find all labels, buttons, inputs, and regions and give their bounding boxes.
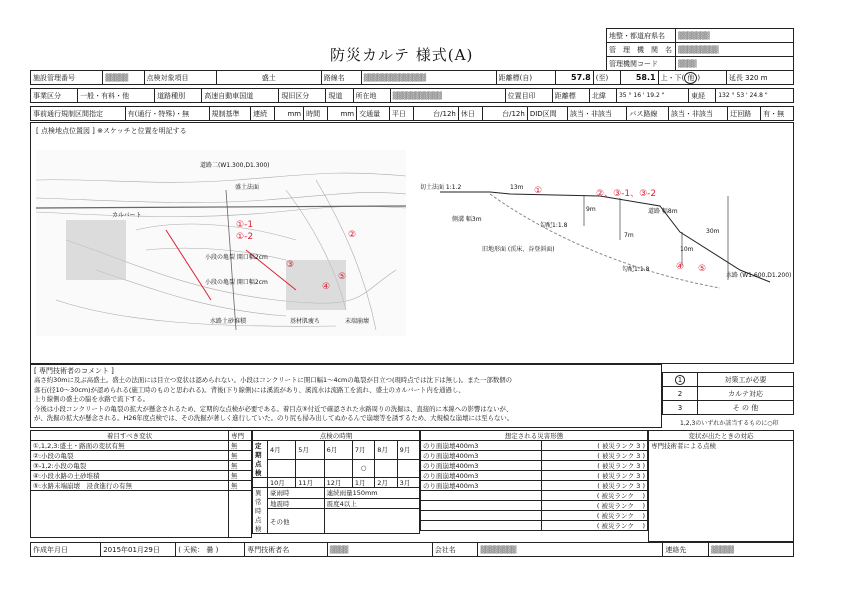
disaster-rank: ( 被災ランク ) [541,501,647,511]
disaster-text [421,501,542,511]
section-cut-slope: 切土法面 1:1.2 [420,184,462,191]
judgement-num: 1 [675,375,685,385]
disaster-text: のり面崩壊400m3 [421,471,542,481]
watch-item: ②:小段の亀裂 [31,451,229,461]
rule: 連続 [251,107,275,121]
closure-label: 事前通行規制区間指定 [31,107,126,121]
contact-label: 連絡先 [663,543,709,557]
plan-view [36,150,406,336]
expert-name: ▓▓▓▓ [327,543,432,557]
disaster-rank: ( 被災ランク 3 ) [541,451,647,461]
dist-from: 57.8 [555,71,593,85]
route-value: ▓▓▓▓▓▓▓▓▓▓▓▓▓▓ [361,71,496,85]
disaster-rank: ( 被災ランク ) [541,491,647,501]
time-label: 時間 [304,107,328,121]
made-label: 作成年月日 [31,543,101,557]
location: ▓▓▓▓▓▓▓▓▓▓▓ [390,89,505,103]
judgement-note: 1,2,3のいずれか該当するものに○印 [680,420,779,427]
comment-line: 上り線側の盛土の脇を水路で流下する。 [34,395,150,403]
watch-heading: 着目すべき変状 [31,431,229,441]
month: 12月 [324,478,352,488]
meta-table [606,28,794,71]
section-old-ground: 旧地形面 (渓床、谷登斜面) [482,246,555,253]
month: 2月 [375,478,397,488]
sketch-heading: [ 点検地点位置図 ] ※スケッチと位置を明記する [36,127,187,135]
unit-mm-2: mm [328,107,357,121]
disaster-heading: 想定される災害形態 [421,431,648,441]
division-label: 事業区分 [31,89,78,103]
periodic-label: 定期点検 [253,441,268,478]
section-30m: 30m [706,228,720,235]
direction: 上・下( 他 ) [658,71,726,85]
closure: 有(通行・特殊)・無 [125,107,209,121]
dist-label: 距離標(自) [496,71,555,85]
month: 8月 [375,441,397,460]
weather: ( 天候： 曇 ) [176,543,245,557]
watch-item: ①,1,2,3:盛土・路面の変状有無 [31,441,229,451]
lon-label: 東経 [689,89,716,103]
plan-label-base: 基材肌痩ち [290,318,321,325]
plan-label-collapse: 末端崩壊 [345,318,370,325]
abn-value: 連続雨量150mm [324,488,419,499]
disaster-text: のり面崩壊400m3 [421,441,542,451]
watch-item: ③-1,2:小段の亀裂 [31,461,229,471]
abn-label: その他 [268,509,325,534]
per12h-b: 台/12h [482,107,527,121]
watch-exp: 無 [229,481,252,491]
watch-exp: 無 [229,461,252,471]
footer-table [30,542,794,557]
plan-marker-1-2: ①-2 [236,232,254,242]
header-table-2 [30,88,794,103]
timing-heading: 点検の時期 [253,431,420,441]
company-label: 会社名 [432,543,478,557]
meta-label: 管理機関コード [607,57,676,71]
section-marker-1: ① [534,186,543,196]
disaster-rank: ( 被災ランク ) [541,521,647,531]
meta-label: 地整・都道府県名 [607,29,676,43]
watch-exp: 無 [229,471,252,481]
response-table [648,430,794,542]
disaster-rank: ( 被災ランク 3 ) [541,471,647,481]
plan-label-culvert: カルバート [112,212,142,219]
disaster-rank: ( 被災ランク 3 ) [541,441,647,451]
abn-value: 震度4以上 [324,498,419,509]
did: 該当・非該当 [568,107,627,121]
holiday-label: 休日 [458,107,482,121]
dist-to: 58.1 [620,71,658,85]
month: 4月 [268,441,296,460]
dist-to-label: (至) [593,71,620,85]
comment-line: 今後は小段コンクリートの亀裂の拡大が懸念されるため、定期的な点検が必要である。着目点⑤付近で確認された水路周りの洗掘は、直接的に本線への影響はないが、 [34,404,513,413]
plan-label-crack-2: 小段の亀裂 開口幅2cm [205,279,268,286]
landmark: 距離標 [552,89,589,103]
plan-label-slope: 盛土法面 [235,184,260,191]
target-label: 点検対象項目 [144,71,216,85]
watch-exp: 無 [229,441,252,451]
month: 9月 [397,441,419,460]
company: ▓▓▓▓▓▓▓▓ [478,543,663,557]
meta-value: ▓▓▓▓▓▓▓ [676,29,794,43]
plan-marker-4: ④ [322,282,331,292]
status: 現道 [326,89,353,103]
detour-label: 迂回路 [728,107,761,121]
judgement-table [662,372,794,415]
length: 延長 320 m [726,71,793,85]
comment-text [34,376,513,424]
status-label: 現旧区分 [279,89,326,103]
made-date: 2015年01月29日 [101,543,176,557]
roadtype-label: 道路種別 [155,89,202,103]
disaster-rank: ( 被災ランク 3 ) [541,461,647,471]
facility-no: ▓▓▓▓▓ [103,71,144,85]
route-label: 路線名 [321,71,361,85]
timing-table [252,430,420,534]
month: 1月 [352,478,374,488]
response-heading: 変状が出たときの対応 [649,431,794,441]
roadtype: 高速自動車国道 [202,89,279,103]
lat: 35 ° 16 ' 19.2 " [616,89,688,103]
section-marker-5: ⑤ [698,264,707,274]
month: 3月 [397,478,419,488]
plan-marker-5: ⑤ [338,272,347,282]
traffic-label: 交通量 [357,107,390,121]
per12h-a: 台/12h [413,107,458,121]
disaster-rank: ( 被災ランク ) [541,511,647,521]
watch-item: ⑤:水路末端崩壊 浸食進行の有無 [31,481,229,491]
disaster-text [421,521,542,531]
judgement-num: 3 [663,401,698,415]
disaster-rank: ( 被災ランク 3 ) [541,481,647,491]
disaster-text: のり面崩壊400m3 [421,461,542,471]
plan-marker-2: ② [348,230,357,240]
meta-value: ▓▓▓▓ [676,57,794,71]
abn-value [324,509,419,534]
disaster-text: のり面崩壊400m3 [421,451,542,461]
section-9m: 9m [586,206,596,213]
facility-no-label: 施設管理番号 [31,71,103,85]
comment-heading: [ 専門技術者のコメント ] [34,367,114,375]
landmark-label: 位置目印 [505,89,552,103]
plan-label-road: 道路二(W1.300,D1.300) [200,162,270,169]
target-value: 盛土 [216,71,321,85]
month: 5月 [296,441,324,460]
judgement-text: カルテ対応 [698,387,794,401]
lat-label: 北緯 [589,89,616,103]
watch-table [30,430,252,538]
section-10m: 10m [680,246,694,253]
plan-marker-1-1: ①-1 [236,220,254,230]
comment-line: が、洗掘の拡大が懸念される。H26年度点検では、その洗掘が著しく進行していた。のり尻も掃み出してぬかるんで崩壊等を誘するため、大規模な崩壊には至らない。 [34,414,514,422]
meta-value: ▓▓▓▓▓▓▓▓▓ [676,43,794,57]
comment-line: 落石(径10～30cm)が認められる(施工時のものと思われる)。背後(下り線側)には溪流があり、溪流水は流路工を流れ、盛土のカルバート内を通過し、 [34,385,465,394]
plan-marker-3: ③ [286,260,295,270]
plan-label-crack-1: 小段の亀裂 開口幅2cm [205,254,268,261]
lon: 132 ° 53 ' 24.8 " [716,89,794,103]
header-table [30,70,794,85]
section-road: 道路 幅8m [648,208,678,215]
abnormal-label: 異常時点検 [253,488,268,534]
section-7m: 7m [624,232,634,239]
section-marker-2-3: ②、③-1、③-2 [596,189,657,199]
weekday-label: 平日 [389,107,413,121]
judgement-num: 2 [663,387,698,401]
page-title: 防災カルテ 様式(A) [330,46,474,64]
contact: ▓▓▓▓▓ [709,543,794,557]
month: 10月 [268,478,296,488]
disaster-table [420,430,648,531]
meta-label: 管 理 機 関 名 [607,43,676,57]
expert-heading: 専門 [229,431,252,441]
expert-label: 専門技術者名 [245,543,328,557]
month-mark: ○ [352,459,374,478]
header-table-3 [30,106,794,121]
did-label: DID区間 [527,107,567,121]
response-text: 専門技術者による点検 [649,441,794,542]
section-13m: 13m [510,184,524,191]
judgement-text: そ の 他 [698,401,794,415]
section-waterway: 水路 (W1.600,D1.200) [726,272,792,279]
judgement-text: 対策工が必要 [698,373,794,387]
month: 11月 [296,478,324,488]
unit-mm: mm [275,107,304,121]
disaster-text [421,511,542,521]
division: 一般・有料・他 [78,89,155,103]
location-label: 所在地 [353,89,390,103]
comment-line: 高さ約30mに及ぶ高盛土。盛土の法面には目立つ変状は認められない。小段はコンクリートに開口幅1～4cmの亀裂が目立つ(現時点では沈下は無し)。また一部数個の [34,376,513,384]
section-grade-2: 勾配1:1.8 [622,266,650,273]
plan-label-sediment: 水路土砂堆積 [210,318,247,325]
abn-label: 豪雨時 [268,488,325,499]
month: 6月 [324,441,352,460]
bus-label: バス路線 [627,107,669,121]
detour: 有・無 [761,107,794,121]
watch-item: ④:小段水路の土砂堆積 [31,471,229,481]
section-grade-1: 勾配1:1.8 [540,222,568,229]
rule-label: 規制基準 [209,107,251,121]
bus: 該当・非該当 [668,107,727,121]
abn-label: 地震時 [268,498,325,509]
section-ditch: 側溝 幅3m [452,216,482,223]
section-marker-4: ④ [676,262,685,272]
disaster-text [421,491,542,501]
disaster-text: のり面崩壊400m3 [421,481,542,491]
month: 7月 [352,441,374,460]
watch-exp: 無 [229,451,252,461]
